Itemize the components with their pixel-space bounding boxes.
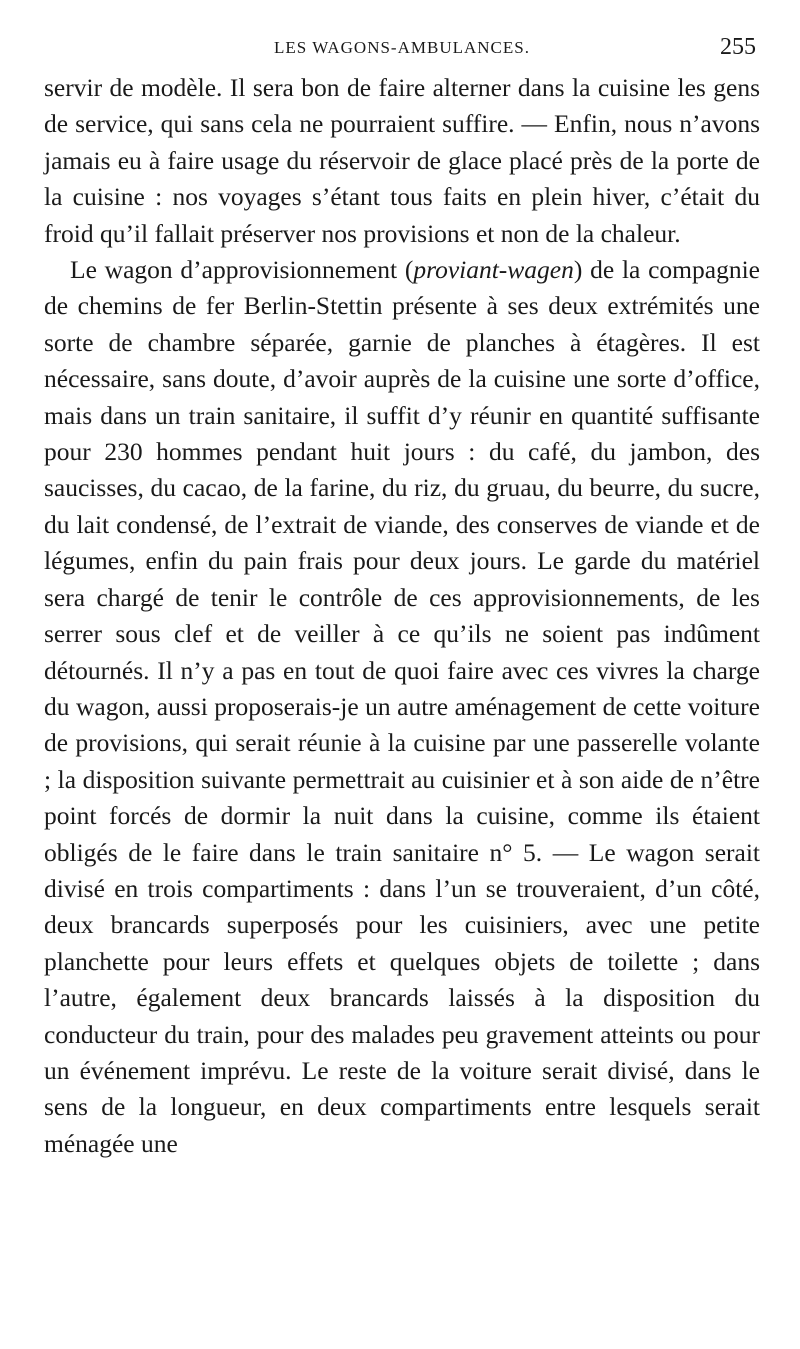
paragraph-2 xyxy=(44,252,760,1162)
paragraph-1: servir de modèle. Il sera bon de faire alterner dans la cuisine les gens de service, qui sans cela ne pourraient suffire. — Enfin, nous n’avons jamais eu à faire usage du réservoir de glace placé près de la porte de la cuisine : nos voyages s’étant tous faits en plein hiver, c’était du froid qu’il fallait préserver nos provisions et non de la chaleur. xyxy=(44,73,760,248)
running-head xyxy=(44,30,760,70)
paragraph-2-part-b: ) de la compagnie de chemins de fer Berlin-Stettin présente à ses deux extrémités une sorte de chambre séparée, garnie de planches à étagères. Il est nécessaire, sans doute, d’avoir auprès de la cuisine une sorte d’office, mais dans un train sanitaire, il suffit d’y réunir en quantité suffisante pour 230 hommes pendant huit jours : du café, du jambon, des saucisses, du cacao, de la farine, du riz, du gruau, du beurre, du sucre, du lait condensé, de l’extrait de viande, des conserves de viande et de légumes, enfin du pain frais pour deux jours. Le garde du matériel sera chargé de tenir le contrôle de ces approvisionnements, de les serrer sous clef et de veiller à ce qu’ils ne soient pas indûment détournés. Il n’y a pas en tout de quoi faire avec ces vivres la charge du wagon, aussi proposerais-je un autre aménagement de cette voiture de provisions, qui serait réunie à la cuisine par une passerelle volante ; la disposition suivante permettrait au cuisinier et à son aide de n’être point forcés de dormir la nuit dans la cuisine, comme ils étaient obligés de le faire dans le train sanitaire n° 5. — Le wagon serait divisé en trois compartiments : dans l’un se trouveraient, d’un côté, deux brancards superposés pour les cuisiniers, avec une petite planchette pour leurs effets et quelques objets de toilette ; dans l’autre, également deux brancards laissés à la disposition du conducteur du train, pour des malades peu gravement atteints ou pour un événement imprévu. Le reste de la voiture serait divisé, dans le sens de la longueur, en deux compartiments entre lesquels serait ménagée une xyxy=(44,255,760,1158)
page-number: 255 xyxy=(720,34,756,60)
body-text xyxy=(44,70,760,1162)
paragraph-2-part-a: Le wagon d’approvisionnement ( xyxy=(70,255,414,285)
italic-term: proviant-wagen xyxy=(413,255,574,285)
running-title: LES WAGONS-AMBULANCES. xyxy=(274,38,530,57)
